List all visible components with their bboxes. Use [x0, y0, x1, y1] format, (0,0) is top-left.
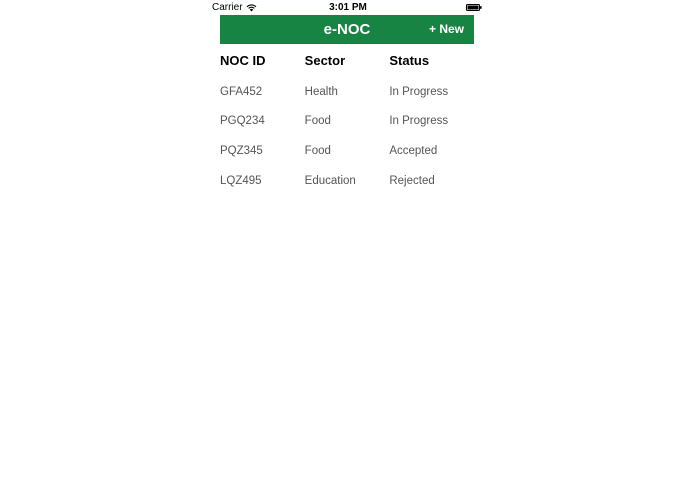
noc-id-cell: GFA452: [220, 85, 263, 98]
status-cell: In Progress: [389, 115, 449, 128]
noc-table: [220, 50, 474, 195]
table-row[interactable]: [220, 166, 474, 196]
status-cell: Rejected: [389, 174, 435, 187]
nav-title: e-NOC: [323, 21, 371, 38]
noc-id-cell: PQZ345: [220, 144, 263, 157]
clock: 3:01 PM: [329, 2, 367, 13]
header-sector: Sector: [304, 52, 346, 68]
sector-cell: Food: [304, 144, 331, 157]
nav-bar: [220, 15, 474, 44]
noc-id-cell: PGQ234: [220, 115, 265, 128]
status-cell: In Progress: [389, 85, 449, 98]
header-status: Status: [389, 52, 430, 68]
header-noc-id: NOC ID: [220, 52, 266, 68]
table-row[interactable]: [220, 77, 474, 107]
sector-cell: Education: [304, 174, 356, 187]
status-cell: Accepted: [389, 144, 438, 157]
noc-id-cell: LQZ495: [220, 174, 262, 187]
status-bar: [212, 0, 484, 15]
table-header-row: [220, 50, 474, 70]
new-noc-button[interactable]: + New: [429, 15, 464, 44]
carrier-label: Carrier: [212, 2, 243, 13]
table-row[interactable]: [220, 136, 474, 166]
battery-icon: [466, 4, 482, 11]
sector-cell: Health: [304, 85, 338, 98]
table-row[interactable]: [220, 107, 474, 137]
sector-cell: Food: [304, 115, 331, 128]
